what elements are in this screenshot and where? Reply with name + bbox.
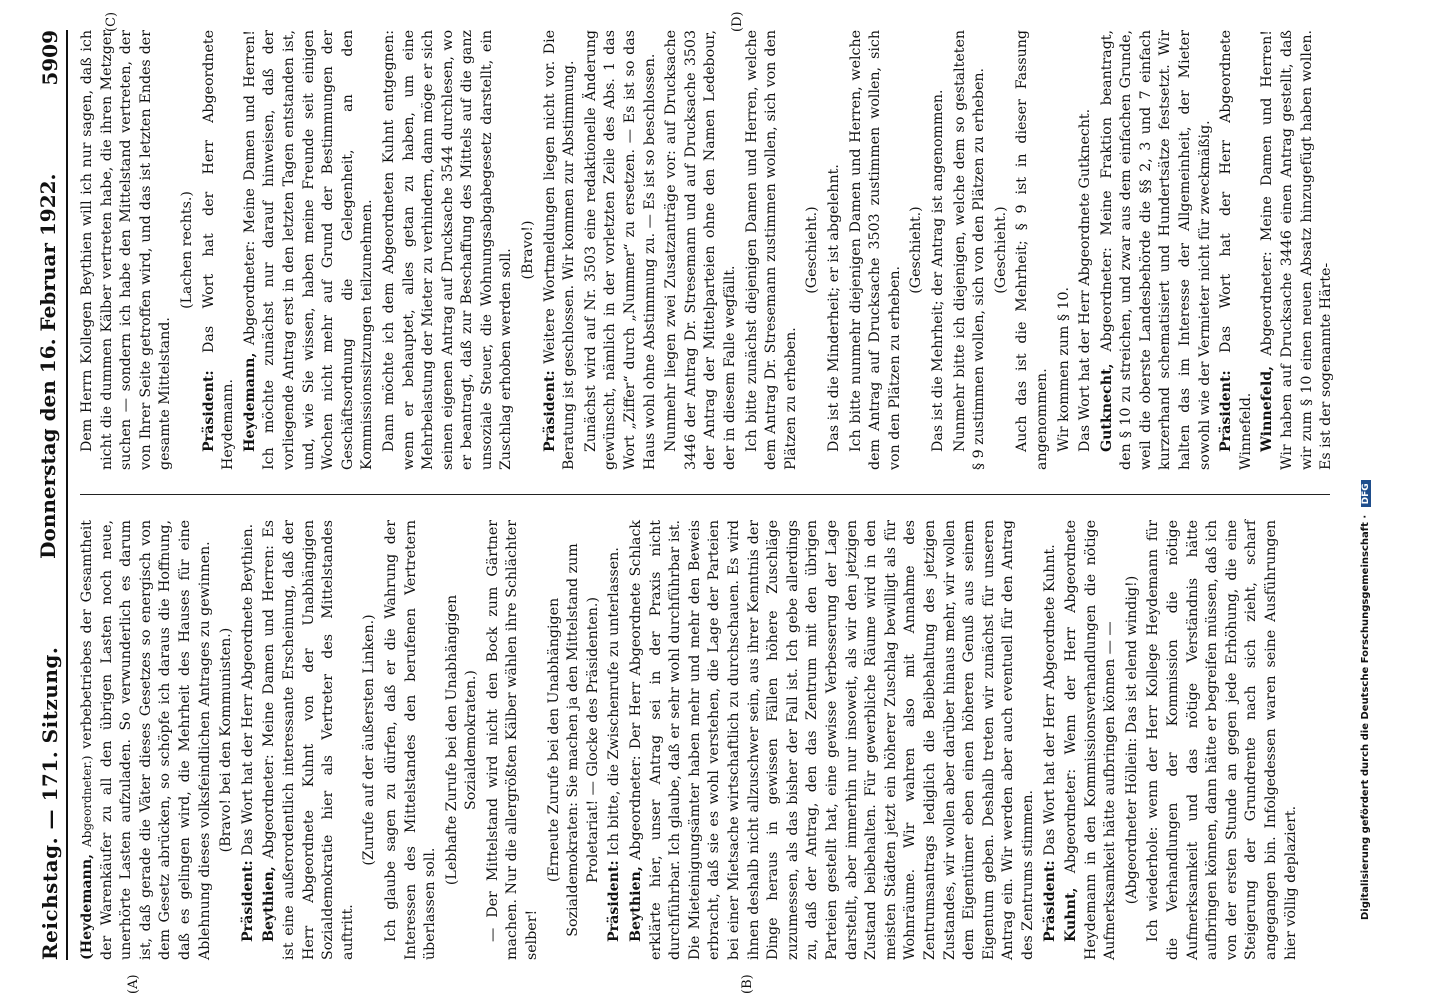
stage-direction: (Bravo!) [520, 220, 537, 280]
paragraph-text: verbebetriebes der Gesamtheit der Warenkäufer zu all den übrigen Lasten noch neue, unerhörte Lasten aufzuladen. So verwunderlich es darum ist, daß gerade die Väter dieses Gesetzes so energisch von dem Gesetz abrücken, so schöpfe ich daraus die Hoffnung, daß es gelingen wird, die Mehrheit des Hauses für eine Ablehnung dieses volksfeindlichen Antrages zu gewinnen. [79, 520, 213, 960]
paragraph [239, 520, 259, 960]
paragraph [200, 30, 239, 470]
header-date: Donnerstag den 16. Februar 1922. [36, 173, 60, 559]
paragraph-text: Dem Herrn Kollegen Beythien will ich nur sagen, daß ich nicht die dummen Kälber vertreten habe, die ihren Metzger suchen — sondern ich habe den Mittelstand vertreten, der von Ihrer Seite getroffen wird, und das ist letzten Endes der gesamte Mittelstand. [79, 30, 174, 470]
stage-direction: (Geschieht.) [992, 206, 1009, 294]
paragraph [78, 30, 176, 470]
left-column [78, 520, 1328, 960]
header-session: Reichstag. — 171. Sitzung. [38, 646, 62, 960]
paragraph [78, 520, 215, 960]
paragraph-text: Abgeordneter: Meine Damen und Herren: Es ist eine außerordentlich interessante Erscheinung, daß der Herr Abgeordnete Kuhnt von der Unabhängigen Sozialdemokratie hier als Vertreter des Mittelstandes auftritt. [261, 520, 356, 960]
paragraph [1013, 30, 1052, 470]
paragraph [825, 30, 845, 470]
paragraph-text: Ich glaube sagen zu dürfen, daß er die Wahrung der Interessen des Mittelstandes den berufenen Vertretern überlassen soll. [382, 520, 439, 960]
credit-text: Digitalisierung gefördert durch die Deutsche Forschungsgemeinschaft · [1360, 514, 1371, 920]
speaker-name: Beythien, [628, 866, 645, 942]
paragraph-text: Das Wort hat der Herr Abgeordnete Winnefeld. [1218, 30, 1254, 470]
speaker-name: Winnefeld, [1259, 365, 1276, 452]
paragraph [382, 520, 441, 960]
paragraph-text: Weitere Wortmeldungen liegen nicht vor. Die Beratung ist geschlossen. Wir kommen zur Abstimmung. [541, 29, 578, 470]
paragraph-text: Das Wort hat der Herr Abgeordnete Gutknecht. [1077, 108, 1094, 452]
paragraph [627, 520, 1038, 960]
paragraph [743, 30, 802, 470]
speaker-name: Gutknecht, [1098, 363, 1115, 452]
paragraph [582, 30, 660, 470]
paragraph-text: Das Wort hat der Herr Abgeordnete Beythien. [239, 523, 256, 856]
paragraph [1041, 520, 1061, 960]
digitization-credit [1360, 70, 1376, 920]
paragraph-text: Zunächst wird auf Nr. 3503 eine redaktionelle Änderung gewünscht, nämlich in der vorletzten Zeile des Abs. 1 das Wort „Ziffer“ durch „Nummer“ zu ersetzen. — Es ist so das Haus wohl ohne Abstimmung zu. — Es ist so beschlossen. [582, 30, 658, 470]
stage-direction: (Zurufe auf der äußersten Linken.) [361, 614, 378, 866]
paragraph-text: Ich bitte zunächst diejenigen Damen und Herren, welche dem Antrag Dr. Stresemann zustimmen wollen, sich von den Plätzen zu erheben. [743, 30, 799, 470]
paragraph [1144, 520, 1301, 960]
paragraph-text: Nunmehr bitte ich diejenigen, welche dem so gestalteten § 9 zustimmen wollen, sich von den Plätzen zu erheben. [951, 30, 988, 470]
paragraph [1258, 30, 1336, 470]
speaker-name: Präsident: [541, 370, 558, 452]
paragraph-text: — Der Mittelstand wird nicht den Bock zum Gärtner machen. Nur die allergrößten Kälber wählen ihre Schlächter selber! [484, 520, 541, 960]
paragraph [1217, 30, 1256, 470]
margin-marker-c: (C) [104, 11, 119, 32]
paragraph [1076, 30, 1096, 470]
paragraph [1062, 520, 1121, 960]
stage-direction: (Bravo! bei den Kommunisten.) [218, 627, 235, 853]
stage-direction: (Abgeordneter Höllein: Das ist elend windig!) [1123, 575, 1140, 905]
margin-marker-b: (B) [740, 974, 755, 994]
paragraph-text: Das Wort hat der Herr Abgeordnete Heydemann. [200, 30, 237, 470]
stage-direction: (Lebhafte Zurufe bei den Unabhängigen Sozialdemokraten.) [443, 594, 480, 886]
paragraph-text: Ich wiederhole: wenn der Herr Kollege Heydemann für die Verhandlungen der Kommission die nötige Aufmerksamkeit und das nötige Verständnis hätte aufbringen können, dann hätte er begreifen müssen, daß ich von der ersten Stunde an gegen jede Erhöhung, die eine Steigerung der Grundrente nach sich zieht, scharf angegangen bin. Infolgedessen waren seine Ausführungen hier völlig deplaziert. [1145, 520, 1299, 960]
paragraph [241, 30, 378, 470]
paragraph [605, 520, 625, 960]
paragraph-text: Ich bitte, die Zwischenrufe zu unterlassen. [606, 547, 623, 856]
paragraph-text: Abgeordneter: Meine Fraktion beantragt, den § 10 zu streichen, und zwar aus dem einfachen Grunde, weil die oberste Landesbehörde die §§ 2, 3 und 7 einfach kurzerhand schematisiert und Hundertsätze festsetzt. Wir halten das im Interesse der Allgemeinheit, der Mieter sowohl wie der Vermieter nicht für zweckmäßig. [1098, 30, 1213, 470]
paragraph-text: Das ist die Minderheit; er ist abgelehnt. [825, 164, 842, 452]
paragraph-text: Abgeordneter: Meine Damen und Herren! Ich möchte zunächst nur darauf hinweisen, daß der vorliegende Antrag erst in den letzten Tagen entstanden ist, und, wie Sie wissen, haben meine Freunde seit einigen Wochen nicht mehr auf Grund der Bestimmungen der Geschäftsordnung die Gelegenheit, an den Kommissionssitzungen teilzunehmen. [241, 29, 376, 470]
paragraph [847, 30, 906, 470]
paragraph [662, 30, 740, 470]
paragraph-text: Abgeordneter: Meine Damen und Herren! Wir haben auf Drucksache 3446 einen Antrag gestellt, daß wir zum § 10 einen neuen Absatz hinzugefügt haben wollen. Es ist der sogenannte Härte- [1259, 30, 1335, 470]
paragraph-text: Abgeordneter: Der Herr Abgeordnete Schlack erklärte hier, unser Antrag sei in der Praxis nicht durchführbar. Ich glaube, daß er sehr wohl durchführbar ist. Die Mieteinigungsämter haben mehr und mehr den Beweis erbracht, daß sie es wohl verstehen, die Lage der Parteien bei einer Mietsache wirtschaftlich zu durchschauen. Es wird ihnen deshalb nicht allzuschwer sein, aus ihrer Kenntnis der Dinge heraus in gewissen Fällen höhere Zuschläge zuzumessen, als das bisher der Fall ist. Ich gebe allerdings zu, daß der Antrag, den das Zentrum mit den übrigen Parteien gestellt hat, eine gewisse Verbesserung der Lage darstellt, aber immerhin nur insoweit, als wir den jetzigen Zustand beibehalten. Für gewerbliche Räume wird in den meisten Städten jetzt ein höherer Zuschlag bewilligt als für Wohnräume. Wir wahren also mit Annahme des Zentrumsantrags lediglich die Beibehaltung des jetzigen Zustandes, wir wollen aber darüber hinaus mehr, wir wollen dem Eigentümer eben einen höheren Genuß aus seinem Eigentum geben. Deshalb treten wir zunächst für unseren Antrag ein. Wir werden aber auch eventuell für den Antrag des Zentrums stimmen. [628, 520, 1036, 960]
dfg-logo-badge: DFG [1361, 480, 1371, 507]
page-number: 5909 [38, 30, 62, 86]
column-divider [80, 494, 1330, 495]
paragraph-text: Abgeordneter: Wenn der Herr Abgeordnete Heydemann in den Kommissionsverhandlungen die nötige Aufmerksamkeit hätte aufbringen können — — [1063, 520, 1119, 960]
paragraph [260, 520, 358, 960]
paragraph-text: Nunmehr liegen zwei Zusatzanträge vor: auf Drucksache 3446 der Antrag Dr. Stresemann und auf Drucksache 3503 der Antrag der Mittelparteien ohne den Namen Ledebour, der in diesem Falle wegfällt. [663, 30, 738, 470]
paragraph [951, 30, 990, 470]
speaker-name: Präsident: [200, 370, 217, 452]
speaker-name: Präsident: [1218, 370, 1235, 452]
speaker-name: Heydemann, [241, 352, 258, 452]
page-header [28, 30, 68, 960]
speaker-name: Präsident: [239, 860, 256, 942]
paragraph-text: Das Wort hat der Herr Abgeordnete Kuhnt. [1041, 544, 1058, 856]
paragraph-text: Dann möchte ich dem Abgeordneten Kuhnt entgegnen: wenn er behauptet, alles getan zu haben, um eine Mehrbelastung der Mieter zu verhindern, dann möge er sich seinen eigenen Antrag auf Drucksache 3544 durchlesen, wo er beantragt, daß zur Beschaffung des Mittels auf die ganz unsoziale Steuer, die Wohnungsabgabegesetz darstellt, ein Zuschlag erhoben werden soll. [380, 30, 515, 470]
stage-direction: (Geschieht.) [908, 206, 925, 294]
speaker-name: Kuhnt, [1063, 887, 1080, 942]
speaker-name: Präsident: [1041, 860, 1058, 942]
paragraph [541, 30, 580, 470]
right-column [78, 29, 1335, 470]
paragraph [1098, 30, 1216, 470]
margin-marker-d: (D) [730, 11, 745, 32]
speaker-name: (Heydemann, [79, 853, 95, 960]
paragraph [929, 30, 949, 470]
paragraph-text: Das ist die Mehrheit; der Antrag ist angenommen. [929, 89, 946, 452]
paragraph-text: Auch das ist die Mehrheit; § 9 ist in dieser Fassung angenommen. [1014, 30, 1050, 470]
paragraph [1055, 30, 1075, 470]
speaker-role: Abgeordneter.) [80, 755, 94, 848]
speaker-name: Beythien, [261, 866, 278, 942]
speaker-name: Präsident: [606, 860, 623, 942]
paragraph [380, 30, 517, 470]
stage-direction: (Geschieht.) [804, 206, 821, 294]
stage-direction: (Lachen rechts.) [178, 191, 195, 309]
margin-marker-a: (A) [126, 974, 141, 994]
paragraph [484, 520, 543, 960]
paragraph-text: Wir kommen zum § 10. [1055, 287, 1072, 452]
paragraph-text: Ich bitte nunmehr diejenigen Damen und Herren, welche dem Antrag auf Drucksache 3503 zustimmen wollen, sich von den Plätzen zu erheben. [847, 30, 903, 470]
stage-direction: (Erneute Zurufe bei den Unabhängigen Sozialdemokraten: Sie machen ja den Mittelstand zum Proletariat! — Glocke des Präsidenten.) [545, 543, 601, 937]
